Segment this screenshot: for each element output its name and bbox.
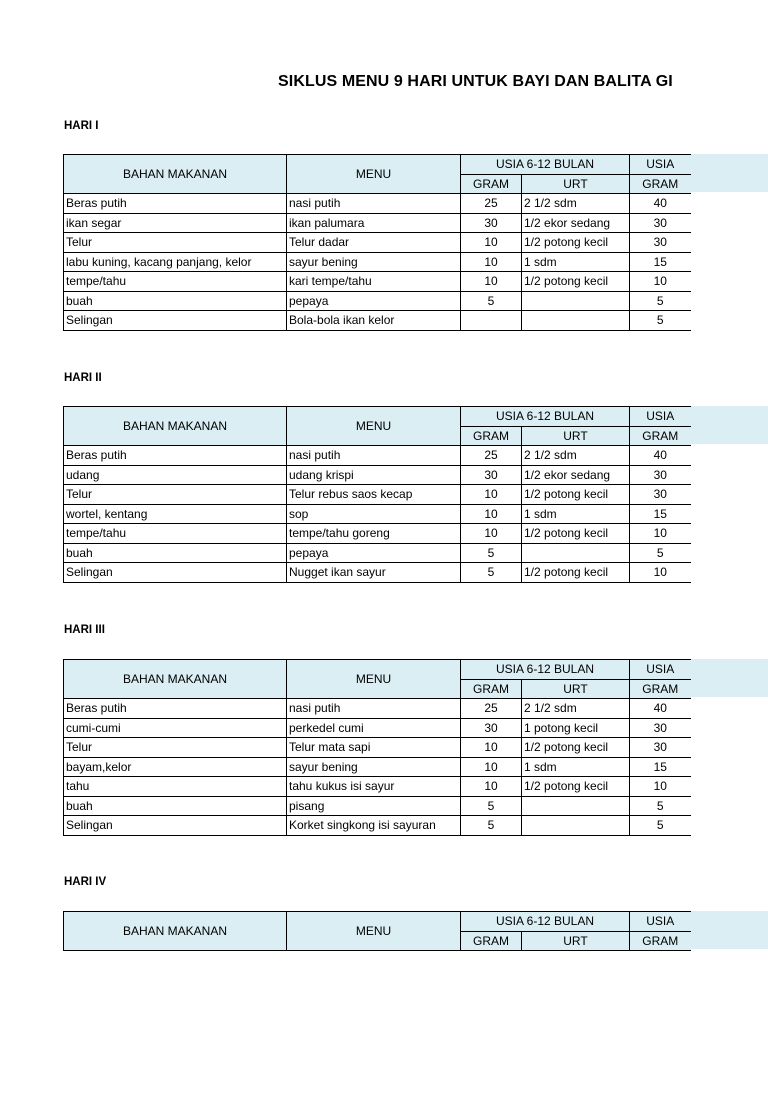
cell-bahan: cumi-cumi xyxy=(64,718,287,738)
day-label: HARI IV xyxy=(64,876,107,888)
cell-menu: pepaya xyxy=(287,291,461,311)
cell-gram-2: 15 xyxy=(630,252,691,272)
cell-urt: 2 1/2 sdm xyxy=(522,446,630,466)
table-row xyxy=(64,796,691,816)
table-row xyxy=(64,311,691,331)
cell-gram-2: 10 xyxy=(630,524,691,544)
header-gram-2: GRAM xyxy=(630,174,691,194)
cell-gram-2: 40 xyxy=(630,194,691,214)
cell-gram-2: 5 xyxy=(630,543,691,563)
header-bahan: BAHAN MAKANAN xyxy=(64,660,287,699)
header-band xyxy=(689,406,768,444)
cell-bahan: udang xyxy=(64,465,287,485)
cell-bahan: Telur xyxy=(64,485,287,505)
header-usia-2: USIA xyxy=(630,155,691,175)
cell-urt: 1/2 ekor sedang xyxy=(522,213,630,233)
cell-menu: udang krispi xyxy=(287,465,461,485)
cell-menu: Nugget ikan sayur xyxy=(287,563,461,583)
table-row xyxy=(64,252,691,272)
cell-gram: 5 xyxy=(461,291,522,311)
header-urt: URT xyxy=(522,931,630,951)
cell-gram-2: 5 xyxy=(630,311,691,331)
cell-gram: 10 xyxy=(461,272,522,292)
day-table-section xyxy=(0,406,768,606)
table-row xyxy=(64,524,691,544)
cell-menu: tempe/tahu goreng xyxy=(287,524,461,544)
cell-bahan: wortel, kentang xyxy=(64,504,287,524)
header-gram-2: GRAM xyxy=(630,426,691,446)
cell-bahan: Telur xyxy=(64,233,287,253)
cell-menu: sayur bening xyxy=(287,252,461,272)
menu-table xyxy=(63,406,691,583)
header-bahan: BAHAN MAKANAN xyxy=(64,912,287,951)
cell-menu: nasi putih xyxy=(287,194,461,214)
day-table-section xyxy=(0,911,768,1111)
cell-gram: 10 xyxy=(461,233,522,253)
cell-bahan: tempe/tahu xyxy=(64,272,287,292)
cell-gram: 10 xyxy=(461,485,522,505)
cell-gram xyxy=(461,311,522,331)
table-row xyxy=(64,543,691,563)
header-menu: MENU xyxy=(287,407,461,446)
header-gram-2: GRAM xyxy=(630,931,691,951)
table-row xyxy=(64,446,691,466)
cell-gram-2: 30 xyxy=(630,718,691,738)
header-urt: URT xyxy=(522,174,630,194)
cell-gram-2: 5 xyxy=(630,816,691,836)
cell-gram-2: 15 xyxy=(630,504,691,524)
cell-urt: 1 sdm xyxy=(522,252,630,272)
header-usia-6-12: USIA 6-12 BULAN xyxy=(461,660,630,680)
header-usia-6-12: USIA 6-12 BULAN xyxy=(461,155,630,175)
header-row xyxy=(64,912,691,932)
cell-bahan: Selingan xyxy=(64,816,287,836)
cell-gram-2: 40 xyxy=(630,446,691,466)
table-row xyxy=(64,213,691,233)
table-row xyxy=(64,233,691,253)
cell-gram-2: 5 xyxy=(630,796,691,816)
cell-urt: 1/2 potong kecil xyxy=(522,233,630,253)
day-label: HARI I xyxy=(64,120,99,132)
cell-bahan: Beras putih xyxy=(64,699,287,719)
cell-gram: 30 xyxy=(461,718,522,738)
cell-gram-2: 15 xyxy=(630,757,691,777)
header-menu: MENU xyxy=(287,660,461,699)
cell-urt xyxy=(522,796,630,816)
table-row xyxy=(64,504,691,524)
cell-menu: pepaya xyxy=(287,543,461,563)
cell-urt: 1/2 potong kecil xyxy=(522,272,630,292)
day-table-section xyxy=(0,154,768,354)
cell-gram-2: 30 xyxy=(630,213,691,233)
header-urt: URT xyxy=(522,426,630,446)
header-menu: MENU xyxy=(287,912,461,951)
table-row xyxy=(64,718,691,738)
cell-bahan: tempe/tahu xyxy=(64,524,287,544)
cell-urt: 1/2 potong kecil xyxy=(522,485,630,505)
cell-menu: perkedel cumi xyxy=(287,718,461,738)
cell-urt: 1/2 potong kecil xyxy=(522,738,630,758)
cell-gram: 5 xyxy=(461,796,522,816)
cell-menu: pisang xyxy=(287,796,461,816)
cell-urt: 1 potong kecil xyxy=(522,718,630,738)
header-usia-2: USIA xyxy=(630,407,691,427)
day-table-section xyxy=(0,659,768,859)
cell-gram-2: 40 xyxy=(630,699,691,719)
cell-gram: 10 xyxy=(461,504,522,524)
cell-menu: Korket singkong isi sayuran xyxy=(287,816,461,836)
table-row xyxy=(64,485,691,505)
cell-gram-2: 30 xyxy=(630,233,691,253)
cell-bahan: Selingan xyxy=(64,311,287,331)
table-row xyxy=(64,738,691,758)
table-row xyxy=(64,777,691,797)
table-row xyxy=(64,563,691,583)
header-usia-6-12: USIA 6-12 BULAN xyxy=(461,407,630,427)
cell-gram: 25 xyxy=(461,446,522,466)
header-menu: MENU xyxy=(287,155,461,194)
cell-bahan: tahu xyxy=(64,777,287,797)
table-row xyxy=(64,272,691,292)
header-band xyxy=(689,911,768,949)
cell-urt xyxy=(522,291,630,311)
header-gram: GRAM xyxy=(461,174,522,194)
cell-gram: 5 xyxy=(461,563,522,583)
cell-bahan: labu kuning, kacang panjang, kelor xyxy=(64,252,287,272)
header-usia-2: USIA xyxy=(630,660,691,680)
table-row xyxy=(64,816,691,836)
header-row xyxy=(64,155,691,175)
day-label: HARI III xyxy=(64,624,105,636)
cell-urt: 1/2 potong kecil xyxy=(522,777,630,797)
cell-bahan: buah xyxy=(64,543,287,563)
table-row xyxy=(64,291,691,311)
table-row xyxy=(64,757,691,777)
table-row xyxy=(64,465,691,485)
cell-menu: sop xyxy=(287,504,461,524)
page-title: SIKLUS MENU 9 HARI UNTUK BAYI DAN BALITA GI xyxy=(278,73,673,90)
cell-menu: Bola-bola ikan kelor xyxy=(287,311,461,331)
cell-bahan: ikan segar xyxy=(64,213,287,233)
cell-bahan: buah xyxy=(64,796,287,816)
cell-bahan: Selingan xyxy=(64,563,287,583)
table-row xyxy=(64,194,691,214)
header-urt: URT xyxy=(522,679,630,699)
cell-bahan: buah xyxy=(64,291,287,311)
cell-bahan: Telur xyxy=(64,738,287,758)
cell-gram: 5 xyxy=(461,543,522,563)
cell-bahan: Beras putih xyxy=(64,194,287,214)
cell-gram: 25 xyxy=(461,699,522,719)
cell-menu: nasi putih xyxy=(287,446,461,466)
cell-urt: 1/2 ekor sedang xyxy=(522,465,630,485)
cell-bahan: bayam,kelor xyxy=(64,757,287,777)
header-gram: GRAM xyxy=(461,426,522,446)
cell-urt: 1 sdm xyxy=(522,504,630,524)
menu-table xyxy=(63,911,691,951)
header-row xyxy=(64,407,691,427)
header-band xyxy=(689,154,768,192)
cell-gram-2: 30 xyxy=(630,485,691,505)
cell-menu: nasi putih xyxy=(287,699,461,719)
cell-menu: Telur mata sapi xyxy=(287,738,461,758)
table-row xyxy=(64,699,691,719)
header-gram: GRAM xyxy=(461,931,522,951)
cell-gram: 30 xyxy=(461,465,522,485)
cell-gram-2: 30 xyxy=(630,465,691,485)
cell-gram: 5 xyxy=(461,816,522,836)
cell-gram-2: 30 xyxy=(630,738,691,758)
header-gram: GRAM xyxy=(461,679,522,699)
header-band xyxy=(689,659,768,697)
menu-table xyxy=(63,659,691,836)
cell-menu: Telur dadar xyxy=(287,233,461,253)
cell-menu: tahu kukus isi sayur xyxy=(287,777,461,797)
cell-gram: 25 xyxy=(461,194,522,214)
menu-table xyxy=(63,154,691,331)
cell-gram-2: 10 xyxy=(630,777,691,797)
cell-menu: ikan palumara xyxy=(287,213,461,233)
header-row xyxy=(64,660,691,680)
day-label: HARI II xyxy=(64,372,102,384)
cell-gram: 10 xyxy=(461,252,522,272)
cell-gram-2: 10 xyxy=(630,272,691,292)
header-usia-6-12: USIA 6-12 BULAN xyxy=(461,912,630,932)
cell-gram: 30 xyxy=(461,213,522,233)
cell-urt: 1/2 potong kecil xyxy=(522,524,630,544)
cell-gram: 10 xyxy=(461,738,522,758)
header-bahan: BAHAN MAKANAN xyxy=(64,407,287,446)
cell-urt xyxy=(522,816,630,836)
cell-gram: 10 xyxy=(461,757,522,777)
cell-bahan: Beras putih xyxy=(64,446,287,466)
cell-menu: kari tempe/tahu xyxy=(287,272,461,292)
header-bahan: BAHAN MAKANAN xyxy=(64,155,287,194)
cell-urt: 1/2 potong kecil xyxy=(522,563,630,583)
cell-urt xyxy=(522,543,630,563)
cell-urt xyxy=(522,311,630,331)
cell-gram: 10 xyxy=(461,524,522,544)
cell-urt: 2 1/2 sdm xyxy=(522,194,630,214)
header-gram-2: GRAM xyxy=(630,679,691,699)
cell-gram-2: 10 xyxy=(630,563,691,583)
cell-gram: 10 xyxy=(461,777,522,797)
cell-menu: sayur bening xyxy=(287,757,461,777)
cell-menu: Telur rebus saos kecap xyxy=(287,485,461,505)
cell-urt: 2 1/2 sdm xyxy=(522,699,630,719)
cell-gram-2: 5 xyxy=(630,291,691,311)
cell-urt: 1 sdm xyxy=(522,757,630,777)
header-usia-2: USIA xyxy=(630,912,691,932)
